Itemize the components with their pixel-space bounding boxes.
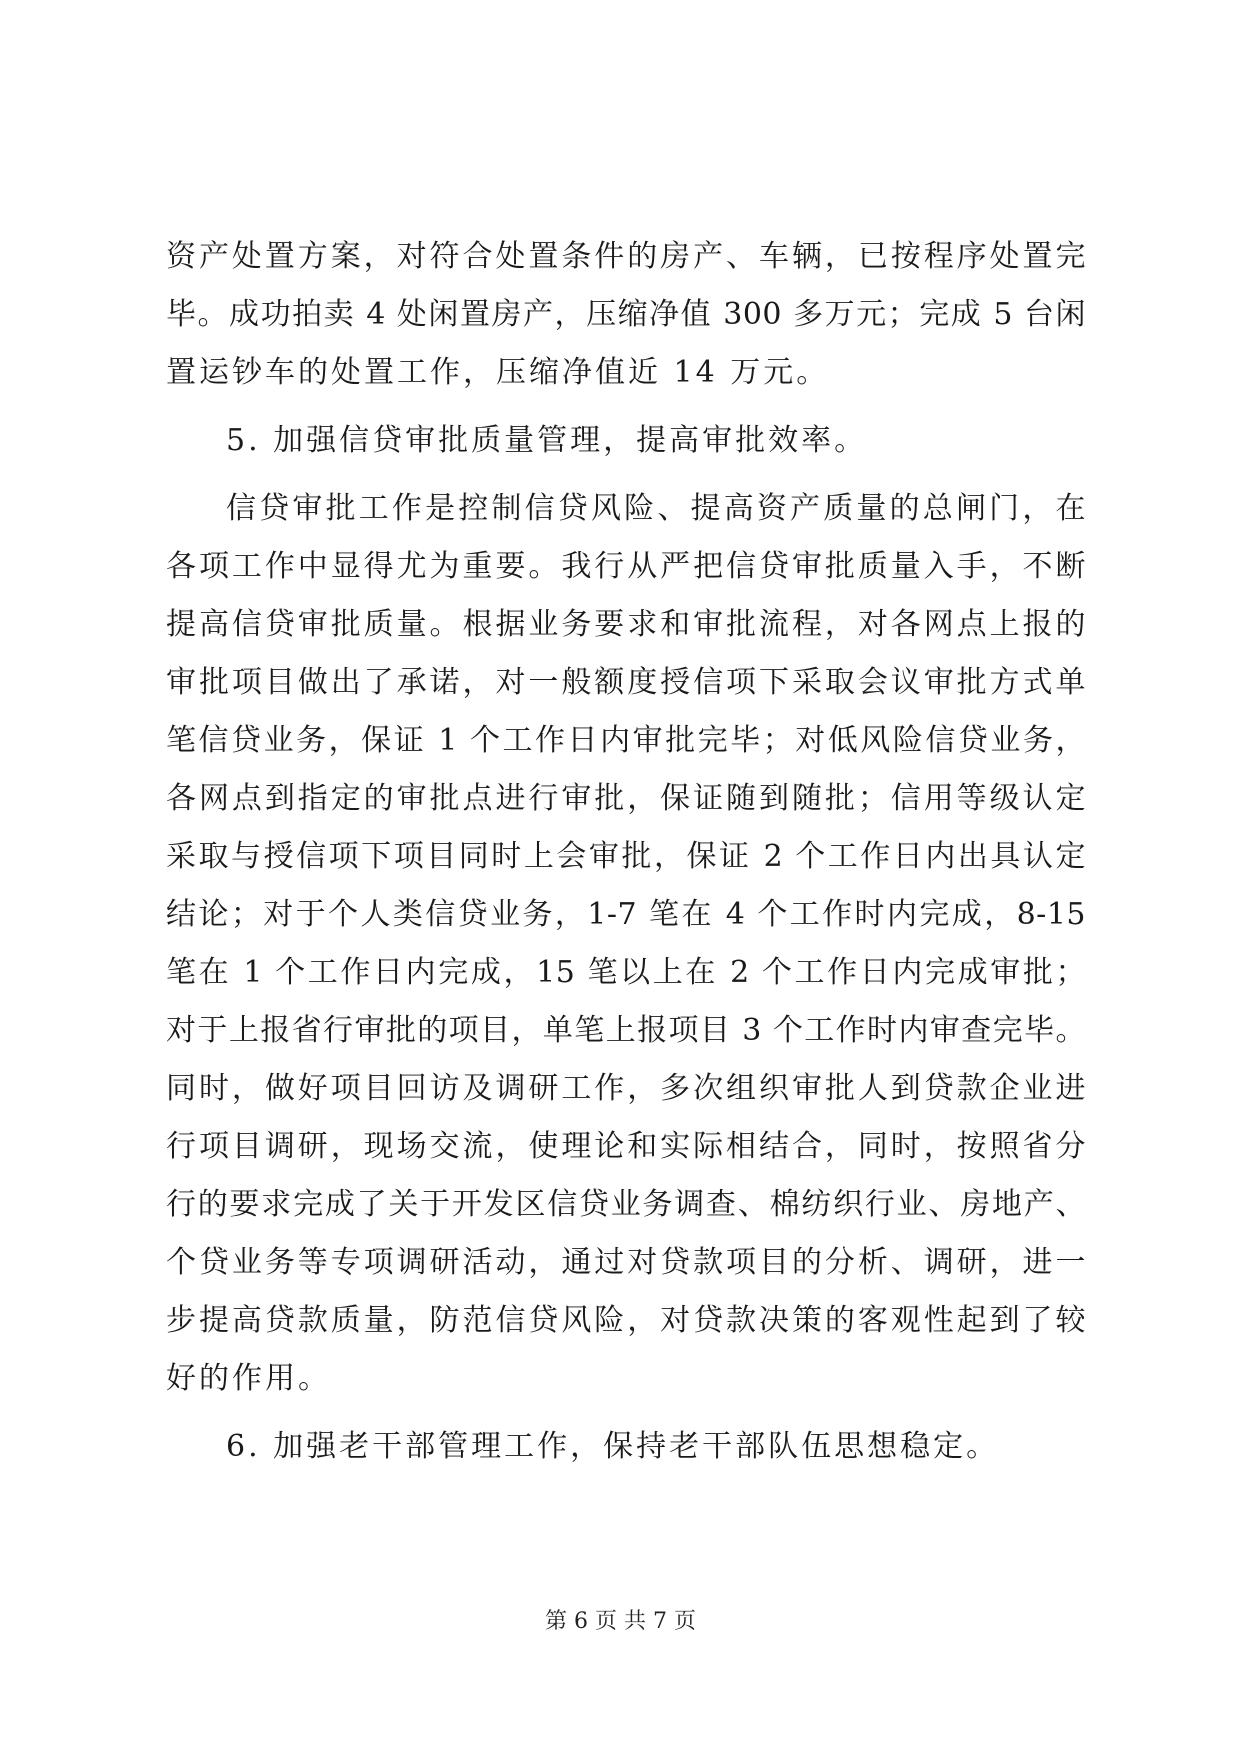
paragraph-line: 笔在 1 个工作日内完成，15 笔以上在 2 个工作日内完成审批； xyxy=(166,955,1086,990)
paragraph-line: 行的要求完成了关于开发区信贷业务调查、棉纺织行业、房地产、 xyxy=(166,1187,1086,1222)
paragraph-line: 提高信贷审批质量。根据业务要求和审批流程，对各网点上报的 xyxy=(166,607,1086,642)
paragraph-line: 行项目调研，现场交流，使理论和实际相结合，同时，按照省分 xyxy=(166,1129,1086,1164)
paragraph-line: 同时，做好项目回访及调研工作，多次组织审批人到贷款企业进 xyxy=(166,1071,1086,1106)
paragraph-line: 好的作用。 xyxy=(166,1361,331,1396)
paragraph-line: 个贷业务等专项调研活动，通过对贷款项目的分析、调研，进一 xyxy=(166,1245,1086,1280)
paragraph-line: 步提高贷款质量，防范信贷风险，对贷款决策的客观性起到了较 xyxy=(166,1303,1086,1338)
paragraph-line: 结论；对于个人类信贷业务，1-7 笔在 4 个工作时内完成，8-15 xyxy=(166,897,1086,932)
document-body xyxy=(166,228,1086,1476)
paragraph-line: 信贷审批工作是控制信贷风险、提高资产质量的总闸门，在 xyxy=(226,491,1086,526)
paragraph-line: 审批项目做出了承诺，对一般额度授信项下采取会议审批方式单 xyxy=(166,665,1086,700)
paragraph-line: 对于上报省行审批的项目，单笔上报项目 3 个工作时内审查完毕。 xyxy=(166,1013,1086,1048)
section-heading-6: 6. 加强老干部管理工作，保持老干部队伍思想稳定。 xyxy=(226,1429,1000,1464)
paragraph-line: 各项工作中显得尤为重要。我行从严把信贷审批质量入手，不断 xyxy=(166,549,1086,584)
paragraph-line: 笔信贷业务，保证 1 个工作日内审批完毕；对低风险信贷业务， xyxy=(166,723,1086,758)
paragraph-line: 采取与授信项下项目同时上会审批，保证 2 个工作日内出具认定 xyxy=(166,839,1086,874)
paragraph-line: 毕。成功拍卖 4 处闲置房产，压缩净值 300 多万元；完成 5 台闲 xyxy=(166,297,1086,332)
page-number-footer: 第 6 页 共 7 页 xyxy=(545,1609,696,1634)
section-heading-5: 5. 加强信贷审批质量管理，提高审批效率。 xyxy=(226,423,868,458)
paragraph-line: 置运钞车的处置工作，压缩净值近 14 万元。 xyxy=(166,355,830,390)
paragraph-line: 资产处置方案，对符合处置条件的房产、车辆，已按程序处置完 xyxy=(166,239,1086,274)
paragraph-line: 各网点到指定的审批点进行审批，保证随到随批；信用等级认定 xyxy=(166,781,1086,816)
